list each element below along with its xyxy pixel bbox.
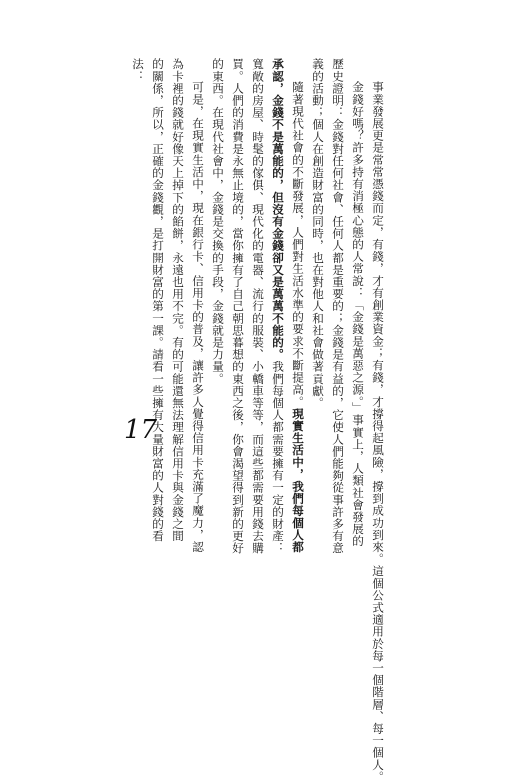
text-line: 歷史證明：金錢對任何社會、任何人都是重要的；金錢是有益的，它使人們能夠從事許多有意	[331, 58, 345, 555]
emphasized-text: 現實生活中，我們每個人都	[291, 407, 305, 554]
paragraph-2	[308, 58, 368, 555]
text-line: 為卡裡的錢就好像天上掉下的餡餅，永遠也用不完。有的可能還無法理解信用卡與金錢之間	[171, 58, 185, 542]
text-line: 事業發展更是常常憑錢而定，有錢，才有創業資金；有錢，才撐得起風險，撐到成功到	[371, 81, 385, 541]
text-line: 可是，在現實生活中，現在銀行卡、信用卡的普及，讓許多人覺得信用卡充滿了魔力，認	[191, 81, 205, 554]
text-line: 隨著現代社會的不斷發展，人們對生活水準的要求不斷提高。	[291, 81, 305, 408]
paragraph-3	[208, 58, 308, 555]
text-line: 買。人們的消費是永無止境的，當你擁有了自己朝思暮想的東西之後，你會渴望得到新的更好	[231, 58, 245, 555]
text-line: 的東西。在現代社會中，金錢是交換的手段，金錢就是力量。	[211, 58, 225, 385]
paragraph-1	[368, 58, 388, 783]
text-line: 來。這個公式適用於每一個階層、每一個人。	[371, 541, 385, 783]
text-line: 我們每個人都需要擁有一定的財產：	[271, 360, 285, 555]
text-line: 法：	[131, 58, 145, 83]
text-line: 金錢好嗎？許多持有消極心態的人常說：「金錢是萬惡之源。」事實上，人類社會發展的	[351, 81, 365, 548]
page-number: 17	[124, 415, 158, 445]
text-line: 的關係，所以，正確的金錢觀，是打開財富的第一課。請看一些擁有大量財富的人對錢的看	[151, 58, 165, 542]
emphasized-text: 承認，金錢不是萬能的，但沒有金錢卻又是萬萬不能的。	[271, 58, 285, 361]
text-line: 寬敞的房屋、時髦的傢俱、現代化的電器、流行的服裝、小轎車等等，而這些都需要用錢去購	[251, 58, 265, 555]
text-line: 義的活動；個人在創造財富的同時，也在對他人和社會做著貢獻。	[311, 58, 325, 409]
